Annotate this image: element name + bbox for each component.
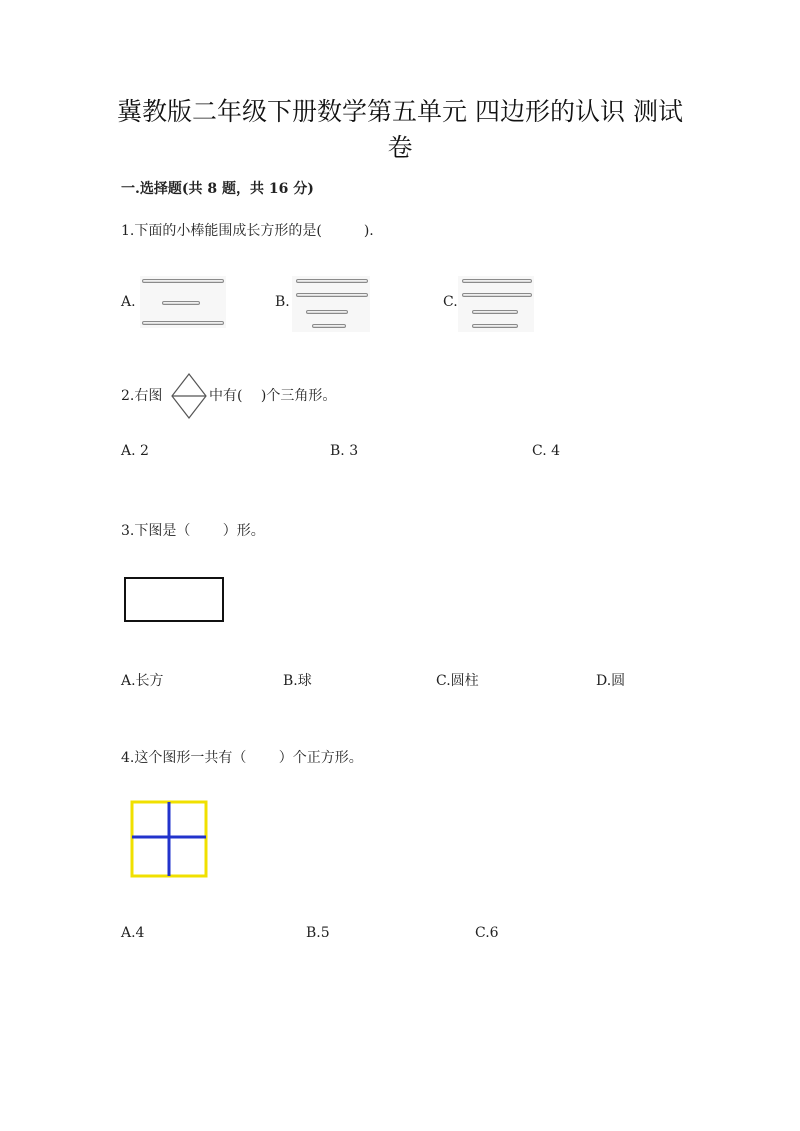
q3-option-b[interactable]: B.球 (283, 673, 312, 689)
question-4-text: 4.这个图形一共有（ ）个正方形。 (121, 750, 363, 766)
q1-option-a-sticks-image (140, 276, 226, 328)
question-1-text: 1.下面的小棒能围成长方形的是( ). (121, 223, 374, 239)
q3-option-d[interactable]: D.圆 (596, 673, 626, 689)
squares-grid-diagram (130, 800, 208, 878)
page-title: 冀教版二年级下册数学第五单元 四边形的认识 测试卷 (117, 97, 683, 162)
q4-option-c[interactable]: C.6 (475, 925, 499, 941)
q4-option-a[interactable]: A.4 (121, 925, 145, 941)
q1-option-b-sticks-image (292, 276, 370, 332)
question-2-suffix: 中有( )个三角形。 (209, 388, 337, 404)
q2-option-c[interactable]: C. 4 (532, 443, 561, 459)
q2-option-a[interactable]: A. 2 (121, 443, 149, 459)
q1-option-c-sticks-image (458, 276, 534, 332)
q3-option-c[interactable]: C.圆柱 (436, 673, 479, 689)
q1-option-b[interactable]: B. (275, 294, 290, 310)
q3-option-a[interactable]: A.长方 (121, 673, 164, 689)
q1-option-a[interactable]: A. (121, 294, 136, 310)
question-2-prefix: 2.右图 (121, 388, 163, 404)
q4-option-b[interactable]: B.5 (306, 925, 330, 941)
question-3-text: 3.下图是（ ）形。 (121, 523, 265, 539)
rectangle-diagram (124, 577, 224, 622)
q1-option-c[interactable]: C. (443, 294, 458, 310)
q2-option-b[interactable]: B. 3 (330, 443, 359, 459)
rhombus-diagram (170, 372, 208, 420)
section-heading: 一.选择题(共 8 题，共 16 分) (121, 181, 314, 197)
